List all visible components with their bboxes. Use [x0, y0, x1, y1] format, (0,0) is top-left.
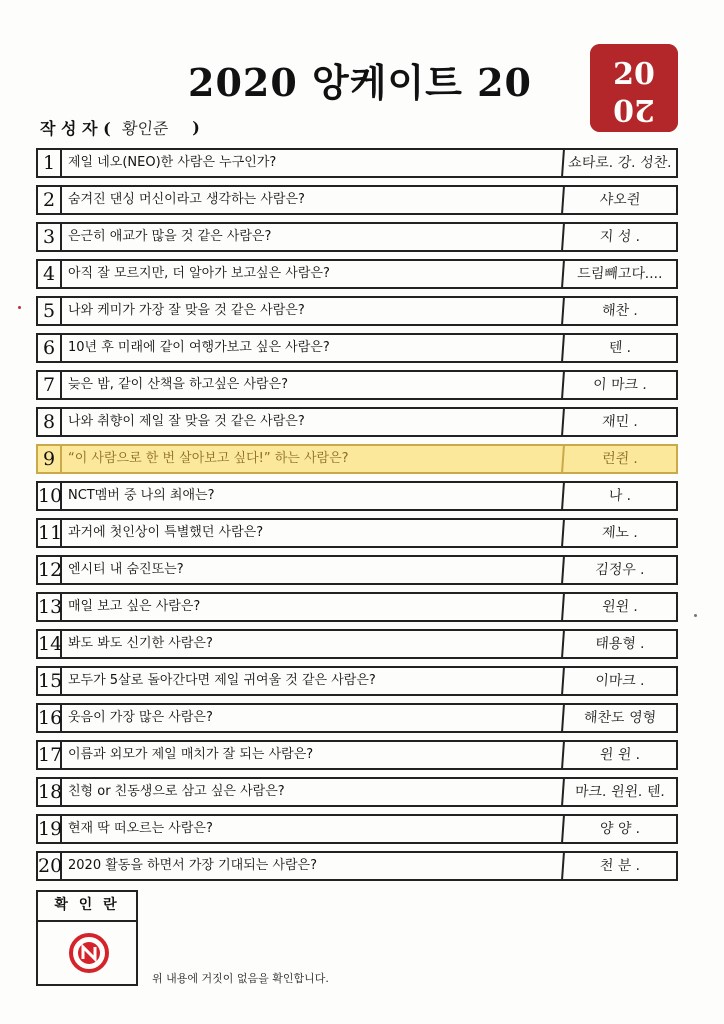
- question-text: 나와 케미가 가장 잘 맞을 것 같은 사람은?: [68, 303, 305, 318]
- question-row-20: [36, 851, 678, 881]
- answer-field[interactable]: 나 .: [561, 483, 677, 509]
- answer-field[interactable]: 이 마크 .: [561, 372, 677, 398]
- question-text: NCT멤버 중 나의 최애는?: [68, 488, 215, 503]
- question-number: 20: [38, 855, 63, 877]
- answer-field[interactable]: 쇼타로. 강. 성찬.: [561, 150, 677, 176]
- question-number: 2: [38, 187, 62, 213]
- author-name: 황인준: [121, 119, 170, 138]
- question-row-17: [36, 740, 678, 770]
- answer-field[interactable]: 양 양 .: [561, 816, 677, 842]
- question-number: 9: [38, 446, 62, 472]
- answer-field[interactable]: 마크. 윈윈. 텐.: [561, 779, 677, 805]
- nct-seal-icon: [68, 932, 110, 974]
- question-number: 5: [38, 298, 62, 324]
- question-text: 매일 보고 싶은 사람은?: [68, 599, 201, 614]
- question-text: 엔시티 내 숨진또는?: [68, 562, 184, 577]
- question-row-1: [36, 148, 678, 178]
- question-number: 11: [38, 522, 63, 544]
- question-number: 13: [38, 596, 63, 618]
- question-text: 늦은 밤, 같이 산책을 하고싶은 사람은?: [68, 377, 289, 392]
- answer-field[interactable]: 제노 .: [561, 520, 677, 546]
- answer-field[interactable]: 해찬 .: [561, 298, 677, 324]
- question-number: 4: [38, 261, 62, 287]
- confirm-note: 위 내용에 거짓이 없음을 확인합니다.: [152, 972, 329, 985]
- page-title: 2020 앙케이트 20: [188, 60, 532, 105]
- question-number: 7: [38, 372, 62, 398]
- question-text: 2020 활동을 하면서 가장 기대되는 사람은?: [68, 858, 318, 873]
- question-row-8: [36, 407, 678, 437]
- question-row-3: [36, 222, 678, 252]
- question-number: 12: [38, 559, 63, 581]
- question-text: 이름과 외모가 제일 매치가 잘 되는 사람은?: [68, 747, 314, 762]
- question-text: 모두가 5살로 돌아간다면 제일 귀여울 것 같은 사람은?: [68, 673, 376, 688]
- question-text: 10년 후 미래에 같이 여행가보고 싶은 사람은?: [68, 340, 330, 355]
- question-row-7: [36, 370, 678, 400]
- confirm-label: 확 인 란: [38, 892, 136, 922]
- question-number: 8: [38, 409, 62, 435]
- question-row-10: [36, 481, 678, 511]
- author-close: ): [192, 118, 200, 137]
- answer-field[interactable]: 해찬도 영형: [561, 705, 677, 731]
- question-row-12: [36, 555, 678, 585]
- question-number: 1: [38, 150, 62, 176]
- question-row-2: [36, 185, 678, 215]
- question-row-14: [36, 629, 678, 659]
- question-row-15: [36, 666, 678, 696]
- question-text: “이 사람으로 한 번 살아보고 싶다!” 하는 사람은?: [68, 451, 349, 466]
- question-row-5: [36, 296, 678, 326]
- question-row-16: [36, 703, 678, 733]
- question-row-13: [36, 592, 678, 622]
- answer-field[interactable]: 태용형 .: [561, 631, 677, 657]
- svg-text:20: 20: [613, 92, 655, 127]
- paper-speck: [18, 306, 21, 309]
- paper-speck: [694, 614, 697, 617]
- question-number: 16: [38, 707, 63, 729]
- answer-field[interactable]: 드림빼고다....: [561, 261, 677, 287]
- answer-field[interactable]: 지 성 .: [561, 224, 677, 250]
- confirm-box: [36, 890, 138, 986]
- answer-field[interactable]: 텐 .: [561, 335, 677, 361]
- question-number: 17: [38, 744, 63, 766]
- question-row-9-highlighted: [36, 444, 678, 474]
- answer-field[interactable]: 샤오쥔: [561, 187, 677, 213]
- question-number: 6: [38, 335, 62, 361]
- question-number: 15: [38, 670, 63, 692]
- question-text: 현재 딱 떠오르는 사람은?: [68, 821, 213, 836]
- answer-field[interactable]: 윈 윈 .: [561, 742, 677, 768]
- author-label: 작 성 자 (: [40, 119, 111, 138]
- answer-field[interactable]: 이마크 .: [561, 668, 677, 694]
- author-row: [40, 116, 200, 140]
- answer-field[interactable]: 김정우 .: [561, 557, 677, 583]
- question-row-11: [36, 518, 678, 548]
- question-text: 과거에 첫인상이 특별했던 사람은?: [68, 525, 264, 540]
- question-text: 숨겨진 댄싱 머신이라고 생각하는 사람은?: [68, 192, 305, 207]
- question-row-4: [36, 259, 678, 289]
- question-number: 19: [38, 818, 63, 840]
- question-row-19: [36, 814, 678, 844]
- stamp-logo: [590, 44, 678, 132]
- question-text: 웃음이 가장 많은 사람은?: [68, 710, 213, 725]
- question-text: 아직 잘 모르지만, 더 알아가 보고싶은 사람은?: [68, 266, 330, 281]
- svg-text:20: 20: [613, 57, 655, 92]
- question-text: 친형 or 친동생으로 삼고 싶은 사람은?: [68, 784, 285, 799]
- question-list: [36, 148, 678, 888]
- question-number: 10: [38, 485, 63, 507]
- question-row-6: [36, 333, 678, 363]
- question-text: 제일 네오(NEO)한 사람은 누구인가?: [68, 155, 277, 170]
- question-text: 봐도 봐도 신기한 사람은?: [68, 636, 213, 651]
- question-number: 3: [38, 224, 62, 250]
- question-number: 14: [38, 633, 63, 655]
- answer-field[interactable]: 재민 .: [561, 409, 677, 435]
- question-number: 18: [38, 781, 63, 803]
- question-row-18: [36, 777, 678, 807]
- question-text: 은근히 애교가 많을 것 같은 사람은?: [68, 229, 272, 244]
- answer-field[interactable]: 윈윈 .: [561, 594, 677, 620]
- answer-field[interactable]: 런쥔 .: [561, 446, 677, 472]
- answer-field[interactable]: 천 분 .: [561, 853, 677, 879]
- question-text: 나와 취향이 제일 잘 맞을 것 같은 사람은?: [68, 414, 305, 429]
